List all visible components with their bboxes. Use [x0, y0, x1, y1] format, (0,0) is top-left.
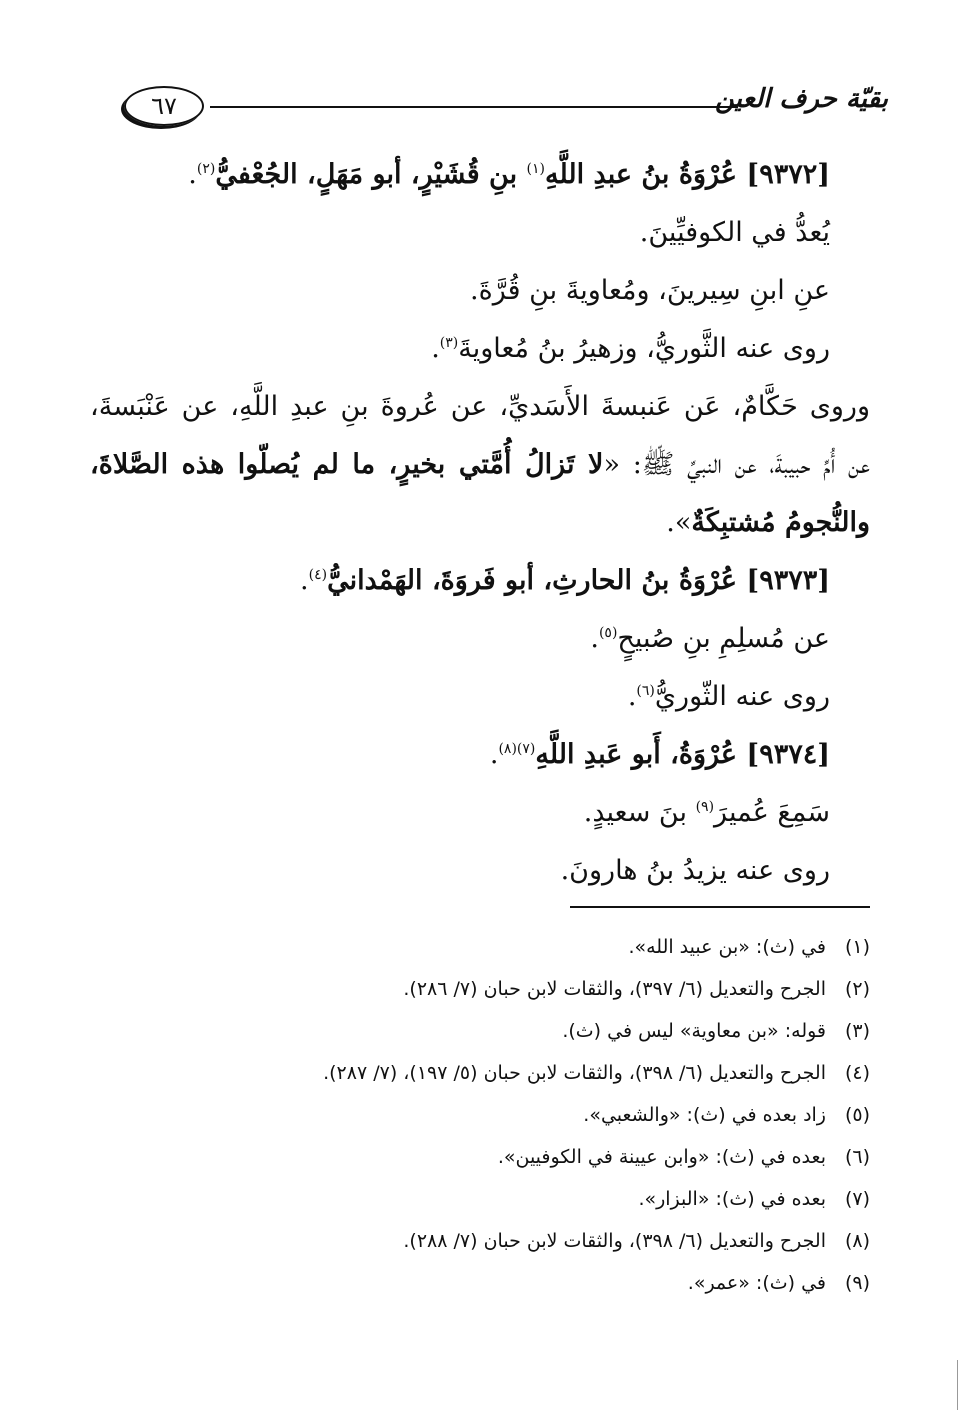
text-line: [90, 378, 870, 436]
footnote-item: [170, 926, 870, 968]
punctuation: .: [431, 333, 440, 364]
punctuation: .: [627, 681, 637, 712]
running-title: بقيّة حرف العين: [715, 84, 888, 114]
text-line: [90, 668, 870, 726]
punctuation: .: [590, 623, 599, 654]
footnote-text: بعده في (ث): «البزار».: [638, 1188, 826, 1210]
footnote-text: الجرح والتعديل (٦/ ٣٩٧)، والثقات لابن حبان (٧/ ٢٨٦).: [403, 978, 826, 1000]
punctuation: .: [188, 159, 197, 190]
footnote-number: (٥): [844, 1104, 870, 1126]
footnote-item: [170, 1052, 870, 1094]
text: عن أُمِّ حبيبةَ، عن النبيِّ ﷺ: «: [603, 449, 870, 480]
footnote-number: (٢): [844, 978, 870, 1000]
footnote-number: (١): [844, 936, 870, 958]
text: روى عنه الثَّوريُّ، وزهيرُ بنُ مُعاويةَ: [458, 333, 830, 364]
entry-9372-heading: [90, 146, 870, 204]
footnote-item: [170, 968, 870, 1010]
footnote-number: (٩): [844, 1272, 870, 1294]
entry-heading-part: بنِ قُشَيْرٍ، أبو مَهَلٍ، الجُعْفيُّ: [215, 159, 527, 190]
punctuation: ».: [666, 507, 692, 538]
footnote-number: (٣): [844, 1020, 870, 1042]
footnote-item: [170, 1010, 870, 1052]
footnote-text: بعده في (ث): «وابن عيينة في الكوفيين».: [497, 1146, 826, 1168]
footnote-text: في (ث): «عمر».: [687, 1272, 826, 1294]
text-line: [90, 610, 870, 668]
text-line: [90, 494, 870, 552]
text-line: [90, 436, 870, 494]
footnote-item: [170, 1136, 870, 1178]
footnote-text: زاد بعده في (ث): «والشعبي».: [583, 1104, 826, 1126]
footnote-text: الجرح والتعديل (٦/ ٣٩٨)، والثقات لابن حبان (٧/ ٢٨٨).: [403, 1230, 826, 1252]
footnote-ref[interactable]: (٥): [598, 625, 618, 641]
text-line: [90, 204, 870, 262]
entry-heading-part: [٩٣٧٣] عُرْوَةُ بنُ الحارثِ، أبو فَروَةَ، الهَمْدانيُّ: [327, 565, 830, 596]
entry-9374-heading: [90, 726, 870, 784]
text: وروى حَكَّامٌ، عَن عَنبسةَ الأَسَديِّ، عن عُروةَ بنِ عبدِ اللَّهِ، عن عَنْبَسةَ،: [90, 391, 870, 422]
footnote-ref[interactable]: (٤): [308, 567, 328, 583]
footnote-item: [170, 1262, 870, 1304]
text: عن مُسلِمِ بنِ صُبيحٍ: [617, 623, 830, 654]
page-header: [118, 78, 888, 134]
text-line: [90, 320, 870, 378]
text: روى عنه الثّوريُّ: [654, 681, 830, 712]
footnote-number: (٧): [844, 1188, 870, 1210]
text-line: [90, 262, 870, 320]
footnote-number: (٨): [844, 1230, 870, 1252]
footnote-ref[interactable]: (٩): [695, 799, 715, 815]
entry-heading-part: [٩٣٧٤] عُرْوَةُ، أَبو عَبدِ اللَّهِ: [535, 739, 830, 770]
footnote-ref[interactable]: (٦): [636, 683, 655, 699]
footnote-item: [170, 1094, 870, 1136]
text: بنَ سعيدٍ.: [583, 797, 696, 828]
text: سَمِعَ عُميرَ: [714, 797, 830, 828]
text: يُعدُّ في الكوفيِّينَ.: [639, 217, 830, 248]
text: عنِ ابنِ سِيرينَ، ومُعاويةَ بنِ قُرَّةَ.: [470, 275, 830, 306]
punctuation: .: [300, 565, 309, 596]
hadith-text: والنُّجومُ مُشتبِكَةٌ: [691, 507, 870, 538]
footnotes: [170, 926, 870, 1304]
footnote-separator: [570, 906, 870, 908]
footnote-item: [170, 1220, 870, 1262]
text: روى عنه يزيدُ بنُ هارونَ.: [560, 855, 830, 886]
footnote-number: (٤): [844, 1062, 870, 1084]
text-line: [90, 842, 870, 900]
footnote-ref[interactable]: (٧)(٨): [498, 741, 536, 757]
footnote-number: (٦): [844, 1146, 870, 1168]
main-text: [90, 146, 870, 900]
footnote-item: [170, 1178, 870, 1220]
scan-edge-mark: [957, 1360, 958, 1410]
footnote-text: قوله: «بن معاوية» ليس في (ث).: [562, 1020, 826, 1042]
footnote-ref[interactable]: (٣): [439, 335, 459, 351]
entry-heading-part: [٩٣٧٢] عُرْوَةُ بنُ عبدِ اللَّهِ: [544, 159, 830, 190]
punctuation: .: [489, 739, 499, 770]
entry-9373-heading: [90, 552, 870, 610]
footnote-text: الجرح والتعديل (٦/ ٣٩٨)، والثقات لابن حبان (٥/ ١٩٧)، (٧/ ٢٨٧).: [323, 1062, 826, 1084]
footnote-ref[interactable]: (٢): [196, 161, 216, 177]
header-rule: [210, 106, 738, 108]
hadith-text: لا تَزالُ أُمَّتي بخيرٍ، ما لم يُصلّوا هذه الصَّلاةَ،: [90, 449, 604, 480]
text-line: [90, 784, 870, 842]
footnote-ref[interactable]: (١): [526, 161, 545, 177]
footnote-text: في (ث): «بن عبيد الله».: [628, 936, 826, 958]
page-number: ٦٧: [124, 86, 204, 126]
